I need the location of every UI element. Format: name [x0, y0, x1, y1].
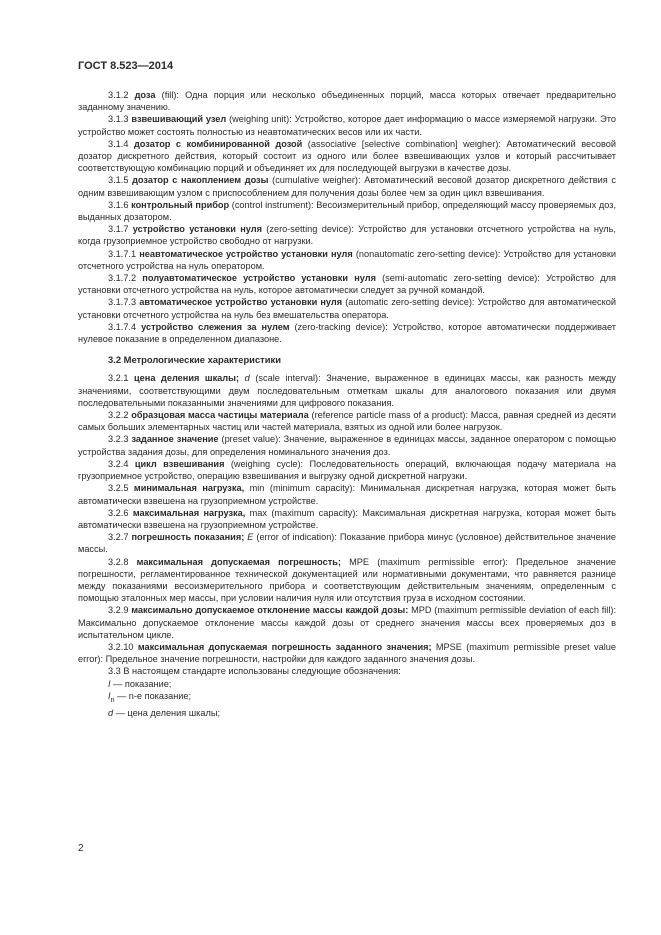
clause-number: 3.1.6 [108, 199, 129, 210]
term: максимально допускаемое отклонение массы каждой дозы: [131, 605, 409, 616]
clause-number: 3.2.3 [108, 434, 129, 445]
term: заданное значение [131, 434, 219, 445]
clause-number: 3.2.9 [108, 605, 129, 616]
page-number: 2 [78, 843, 84, 854]
definition-text: (semi-automatic zero-setting device): Устройство для установки отсчетного устройства на нуль, которое автоматически следует за ручной командой. [78, 273, 616, 296]
symbol-description: — n-е показание; [114, 690, 192, 701]
term: дозатор с накоплением дозы [132, 175, 269, 186]
symbols-intro: 3.3 В настоящем стандарте использованы следующие обозначения: [108, 666, 401, 677]
clause-number: 3.2.2 [108, 410, 129, 421]
term: взвешивающий узел [131, 114, 227, 125]
definition-paragraph [78, 321, 616, 345]
definition-paragraph [78, 223, 616, 247]
symbol-item [108, 690, 616, 707]
term: погрешность показания; [131, 532, 245, 543]
clause-number: 3.2.10 [108, 641, 134, 652]
clause-number: 3.1.7.4 [108, 321, 137, 332]
definition-paragraph [78, 482, 616, 506]
term: образцовая масса частицы материала [131, 410, 309, 421]
symbol: I [108, 690, 111, 701]
definition-text: (associative [selective combination] weigher): Автоматический весовой дозатор дискретного действия, который состоит из одного или более взвешивающих узлов и который рассчитывает соответствующую комбинацию порций и объединяет их для последующей выгрузки в качестве дозы. [78, 138, 616, 174]
symbols-list [78, 678, 616, 719]
term: полуавтоматическое устройство установки нуля [142, 273, 376, 284]
term-symbol: E [247, 532, 254, 543]
term-symbol: d [244, 373, 250, 384]
clause-number: 3.2.5 [108, 483, 129, 494]
definition-paragraph [78, 113, 616, 137]
definition-text: (zero-tracking device): Устройство, которое автоматически поддерживает нулевое показание в определенном диапазоне. [78, 321, 617, 345]
definition-text: (preset value): Значение, выраженное в единицах массы, заданное оператором с помощью устройства задания дозы, для определения номинального значения доз. [78, 434, 616, 457]
clause-number: 3.1.7.2 [108, 273, 137, 284]
symbol: d [108, 707, 114, 718]
clause-number: 3.2.8 [108, 556, 129, 567]
definition-text: (control instrument): Весоизмерительный прибор, определяющий массу проверяемых доз, выданных дозатором. [78, 199, 617, 223]
definition-text: (fill): Одна порция или несколько объединенных порций, масса которых отвечает предварительно заданному значению. [78, 90, 616, 113]
term: устройство слежения за нулем [141, 321, 290, 332]
term: цикл взвешивания [134, 458, 225, 469]
definition-paragraph [78, 641, 616, 665]
symbol-description: — цена деления шкалы; [113, 707, 221, 718]
clause-number: 3.1.3 [108, 114, 129, 125]
definition-paragraph [78, 507, 616, 531]
symbol-item [108, 707, 616, 719]
term: неавтоматическое устройство установки нуля [139, 248, 353, 259]
definition-paragraph [78, 433, 616, 457]
term: минимальная нагрузка, [133, 483, 245, 494]
document-body [78, 89, 616, 719]
clause-number: 3.1.5 [108, 175, 129, 186]
definition-text: (zero-setting device): Устройство для установки отсчетного устройства на нуль, когда грузоприемное устройство свободно от нагрузки. [78, 224, 616, 247]
term: дозатор с комбинированной дозой [133, 138, 303, 149]
definition-paragraph [78, 604, 616, 641]
definition-paragraph [78, 174, 616, 198]
term: контрольный прибор [131, 199, 230, 210]
definitions-section-3-1 [78, 89, 616, 345]
definition-text: max (maximum capacity): Максимальная дискретная нагрузка, которая может быть автоматически взвешена на грузоприемном устройстве. [78, 507, 616, 530]
definition-paragraph [78, 409, 616, 433]
symbol-item [108, 678, 616, 690]
clause-number: 3.1.2 [108, 90, 129, 100]
definition-paragraph [78, 248, 616, 272]
definition-paragraph [78, 199, 616, 223]
term: максимальная допускаемая погрешность заданного значения; [137, 641, 432, 652]
definition-text: MPD (maximum permissible deviation of each fill): Максимально допускаемое отклонение массы каждой дозы от среднего значения массы всех проверяемых доз в испытательном цикле. [78, 605, 617, 640]
clause-number: 3.2.4 [108, 458, 129, 469]
definition-text: (cumulative weigher): Автоматический весовой дозатор дискретного действия с одним взвешивающим узлом с приспособлением для получения дозы более чем за один цикл взвешивания. [78, 175, 616, 198]
clause-number: 3.1.7.1 [108, 248, 137, 259]
definition-paragraph [78, 138, 616, 175]
clause-number: 3.2.6 [108, 507, 129, 518]
definitions-section-3-2 [78, 372, 616, 665]
term: автоматическое устройство установки нуля [139, 297, 343, 308]
definition-paragraph [78, 556, 616, 605]
definition-text: (automatic zero-setting device): Устройство для автоматической установки отсчетного устройства на нуль без вмешательства оператора. [78, 297, 616, 320]
definition-text: MPSE (maximum permissible preset value error): Предельное значение погрешности, настройки для каждого заданного значения дозы. [78, 641, 616, 665]
definition-paragraph [78, 272, 616, 296]
term: максимальная нагрузка, [132, 507, 246, 518]
symbol-description: — показание; [110, 678, 172, 689]
document-header: ГОСТ 8.523—2014 [78, 60, 174, 72]
definition-text: (reference particle mass of a product): Масса, равная средней из десяти самых больших элементарных частиц или частей материала, взятых из одной или более нагрузок. [78, 410, 616, 433]
definition-text: (scale interval): Значение, выраженное в единицах массы, как разность между значениями, соответствующими двум последовательным отметкам шкалы для аналогового показания или двумя последовательными показанными значениями для цифрового показания. [78, 373, 617, 408]
term: максимальная допускаемая погрешность; [136, 556, 341, 567]
definition-text: (weighing unit): Устройство, которое дает информацию о массе измеряемой нагрузки. Это устройство может состоять полностью из неавтоматических весов или их части. [78, 114, 616, 137]
clause-number: 3.2.7 [108, 532, 129, 543]
symbol: I [108, 678, 111, 689]
definition-paragraph [78, 531, 616, 555]
clause-number: 3.2.1 [108, 373, 129, 384]
definition-paragraph [78, 458, 616, 482]
clause-number: 3.1.7.3 [108, 297, 137, 308]
clause-number: 3.1.7 [108, 224, 129, 235]
symbol-subscript: n [110, 696, 115, 704]
section-heading: 3.2 Метрологические характеристики [108, 354, 281, 366]
term: устройство установки нуля [132, 224, 262, 235]
term: доза [134, 90, 156, 100]
definition-text: MPE (maximum permissible error): Предельное значение погрешности, регламентированное технической документацией или нормативными документами, что равняется разнице между показаниями весоизмерительного прибора и соответствующим действительным значениям, определенным с помощью эталонных мер массы, при условии наличия нуля или отсутствия груза в исходном состоянии. [78, 556, 616, 604]
definition-paragraph [78, 89, 616, 113]
definition-paragraph [78, 372, 616, 409]
clause-number: 3.1.4 [108, 138, 129, 149]
definition-text: min (minimum capacity): Минимальная дискретная нагрузка, которая может быть автоматически взвешена на грузоприемном устройстве. [78, 483, 616, 506]
term: цена деления шкалы; [134, 373, 240, 384]
definition-text: (error of indication): Показание прибора минус (условное) действительное значение массы. [78, 532, 616, 555]
definition-text: (weighing cycle): Последовательность операций, включающая подачу материала на грузоприемное устройство, операцию взвешивания и выгрузку одной дискретной нагрузки. [78, 458, 616, 482]
definition-paragraph [78, 296, 616, 320]
definition-text: (nonautomatic zero-setting device): Устройство для установки отсчетного устройства на нуль оператором. [78, 248, 617, 271]
